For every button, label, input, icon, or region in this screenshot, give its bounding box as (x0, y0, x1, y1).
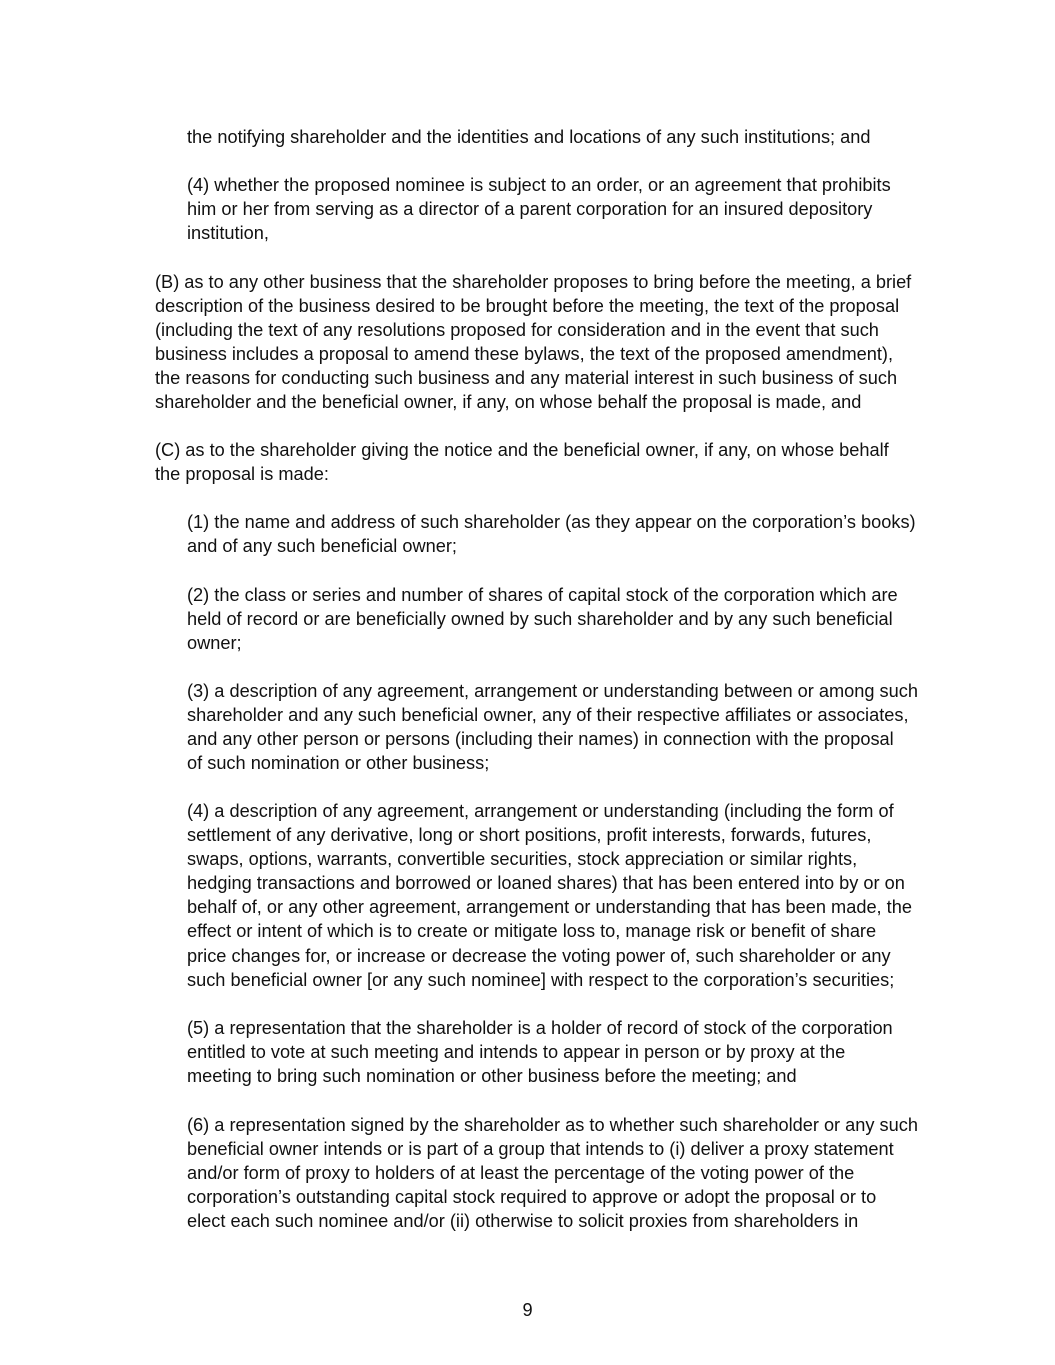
text-line: effect or intent of which is to create or mitigate loss to, manage risk or benefit of share (187, 921, 877, 942)
text-line: elect each such nominee and/or (ii) otherwise to solicit proxies from shareholders in (187, 1211, 859, 1232)
text-line: owner; (187, 633, 242, 654)
paragraph-signed-representation (187, 1113, 918, 1233)
text-line: of such nomination or other business; (187, 753, 490, 774)
text-line: corporation’s outstanding capital stock required to approve or adopt the proposal or to (187, 1187, 877, 1208)
text-line: behalf of, or any other agreement, arrangement or understanding that has been made, the (187, 897, 912, 918)
paragraph-continuation (187, 125, 871, 149)
text-line: hedging transactions and borrowed or loaned shares) that has been entered into by or on (187, 873, 905, 894)
text-line: shareholder and the beneficial owner, if any, on whose behalf the proposal is made, and (155, 392, 862, 413)
text-line: entitled to vote at such meeting and intends to appear in person or by proxy at the (187, 1042, 846, 1063)
text-line: (4) a description of any agreement, arrangement or understanding (including the form of (187, 801, 894, 821)
text-line: the proposal is made: (155, 464, 329, 485)
paragraph-agreement-description (187, 679, 918, 775)
text-line: business includes a proposal to amend these bylaws, the text of the proposed amendment), (155, 344, 894, 365)
paragraph-class-series (187, 583, 898, 655)
paragraph-derivative-description (187, 799, 912, 992)
text-line: (C) as to the shareholder giving the notice and the beneficial owner, if any, on whose behalf (155, 440, 889, 460)
text-line: (3) a description of any agreement, arrangement or understanding between or among such (187, 681, 918, 701)
paragraph-holder-representation (187, 1016, 893, 1088)
text-line: (2) the class or series and number of shares of capital stock of the corporation which are (187, 585, 898, 605)
text-line: the notifying shareholder and the identities and locations of any such institutions; and (187, 127, 871, 147)
text-line: beneficial owner intends or is part of a group that intends to (i) deliver a proxy statement (187, 1139, 894, 1160)
text-line: (5) a representation that the shareholder is a holder of record of stock of the corporation (187, 1018, 893, 1038)
text-line: such beneficial owner [or any such nominee] with respect to the corporation’s securities; (187, 969, 895, 990)
text-line: and any other person or persons (including their names) in connection with the proposal (187, 729, 894, 750)
paragraph-name-address (187, 510, 916, 558)
text-line: description of the business desired to be brought before the meeting, the text of the proposal (155, 296, 900, 317)
text-line: price changes for, or increase or decrease the voting power of, such shareholder or any (187, 945, 891, 966)
paragraph-nominee-order (187, 173, 891, 245)
text-line: swaps, options, warrants, convertible securities, stock appreciation or similar rights, (187, 849, 858, 870)
text-line: meeting to bring such nomination or other business before the meeting; and (187, 1066, 797, 1087)
text-line: (1) the name and address of such shareholder (as they appear on the corporation’s books) (187, 512, 916, 532)
text-line: shareholder and any such beneficial owner, any of their respective affiliates or associates, (187, 705, 909, 726)
text-line: him or her from serving as a director of a parent corporation for an insured depository (187, 199, 873, 220)
text-line: and of any such beneficial owner; (187, 536, 457, 557)
text-line: (6) a representation signed by the shareholder as to whether such shareholder or any such (187, 1115, 918, 1135)
text-line: settlement of any derivative, long or short positions, profit interests, forwards, futures, (187, 825, 872, 846)
text-line: (B) as to any other business that the shareholder proposes to bring before the meeting, a brief (155, 272, 912, 292)
text-line: and/or form of proxy to holders of at least the percentage of the voting power of the (187, 1163, 855, 1184)
text-line: (4) whether the proposed nominee is subject to an order, or an agreement that prohibits (187, 175, 891, 195)
text-line: (including the text of any resolutions proposed for consideration and in the event that such (155, 320, 879, 341)
paragraph-shareholder-notice (155, 438, 889, 486)
text-line: the reasons for conducting such business and any material interest in such business of such (155, 368, 898, 389)
text-line: institution, (187, 223, 269, 244)
page-number: 9 (522, 1300, 533, 1320)
paragraph-other-business (155, 270, 911, 415)
text-line: held of record or are beneficially owned by such shareholder and by any such beneficial (187, 609, 893, 630)
